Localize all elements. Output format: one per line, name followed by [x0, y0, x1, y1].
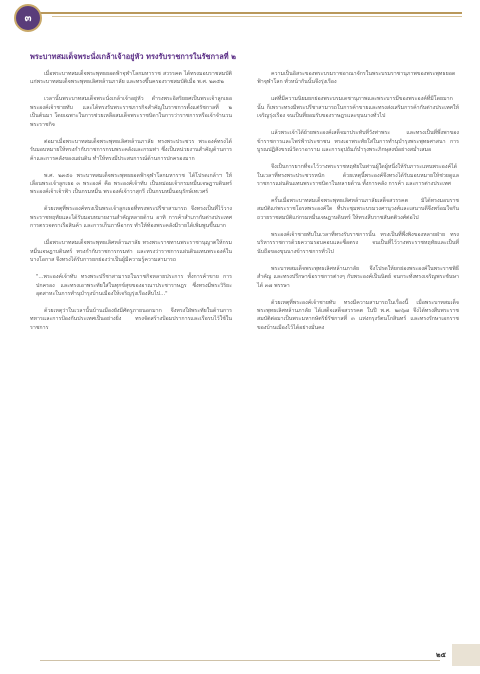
top-decorative-rule	[22, 12, 462, 14]
paragraph: แล้วพระเจ้าได้ย้ายพระองค์เสด็จมาประทับที่วังท่าพระ และทรงเป็นที่พึ่งพาของข้าราชการและไพร่ฟ้าประชาชน ทรงเอาพระทัยใส่ในการทำนุบำรุงพระพุทธศาสนา การบูรณปฏิสังขรณ์วัดวาอาราม และการอุปถัมภ์บำรุงพระภิกษุสงฆ์อย่างสม่ำเสมอ	[257, 130, 459, 154]
chapter-number-badge	[14, 4, 42, 32]
paragraph: ครั้นเมื่อพระบาทสมเด็จพระพุทธเลิศหล้านภาลัยเสด็จสวรรคต มิได้ทรงมอบราชสมบัติแก่พระราชโอรสพระองค์ใด ที่ประชุมพระบรมวงศานุวงศ์และเสนาบดีจึงพร้อมใจกันถวายราชสมบัติแก่กรมหมื่นเจษฎาบดินทร์ ให้ทรงสืบราชสันตติวงศ์ต่อไป	[257, 197, 459, 221]
bottom-decorative-rule	[40, 660, 440, 661]
right-text-column	[257, 70, 459, 341]
paragraph: พระบาทสมเด็จพระพุทธเลิศหล้านภาลัย จึงโปรดให้ยกย่องพระองค์ในพระราชพิธีสำคัญ และทรงปรึกษาข้อราชการต่างๆ กับพระองค์เป็นนิตย์ จนกระทั่งทรงเจริญพระชันษาได้ ๓๗ พรรษา	[257, 265, 459, 289]
quoted-paragraph: "...พระองค์เจ้าทับ ทรงพระปรีชาสามารถในราชกิจหลายประการ ทั้งการค้าขาย การปกครอง และทรงเอาพระทัยใส่ในทุกข์สุขของอาณาประชาราษฎร ซึ่งทรงมีพระวิริยะอุตสาหะในการทำนุบำรุงบ้านเมืองให้เจริญรุ่งเรืองสืบไป..."	[36, 274, 232, 298]
chapter-number: ๓	[24, 12, 32, 24]
paragraph: เวลานั้นพระบาทสมเด็จพระนั่งเกล้าเจ้าอยู่หัว ดำรงพระอิสริยยศเป็นพระเจ้าลูกเธอ พระองค์เจ้าชายทับ และได้ทรงรับพระราชภารกิจสำคัญในราชการตั้งแต่รัชกาลที่ ๒ เป็นต้นมา โดยเฉพาะในการช่วยเหลือสมเด็จพระราชบิดาในการว่าราชการหรือเจ้าจำนวนพระราชกิจ	[30, 96, 232, 128]
paragraph: เมื่อพระบาทสมเด็จพระพุทธยอดฟ้าจุฬาโลกมหาราช สวรรคต ได้ทรงมอบราชสมบัติแก่พระบาทสมเด็จพระพุทธเลิศหล้านภาลัย และทรงขึ้นครองราชสมบัติเมื่อ พ.ศ. ๒๓๕๒	[30, 71, 232, 86]
paragraph: พระองค์เจ้าชายทับในเวลาที่ทรงรับราชการนั้น ทรงเป็นที่พึ่งพิงของหลายฝ่าย ทรงบริหารราชการด้วยความรอบคอบและซื่อตรง จนเป็นที่ไว้วางพระราชหฤทัยและเป็นที่นับถือของขุนนางข้าราชการทั่วไป	[257, 231, 459, 255]
page-number: ๒๕	[436, 651, 446, 659]
paragraph: ความเป็นอิสระของพระบรมราชอาณาจักรในพระบรมราชานุภาพของพระพุทธยอดฟ้าจุฬาโลก ทั่วหน้ากันนั้นจึงรุ่งเรือง	[257, 71, 456, 86]
left-text-column	[30, 70, 232, 341]
paragraph: ต่อมาเมื่อพระบาทสมเด็จพระพุทธเลิศหล้านภาลัย ทรงพระประชวร พระองค์ทรงได้รับมอบหมายให้ทรงกำกับราชการกรมพระคลังและกรมท่า ซึ่งเป็นหน่วยงานสำคัญด้านการค้าและการคลังของแผ่นดิน ทำให้ทรงมีประสบการณ์ด้านการปกครองมาก	[30, 138, 232, 162]
paragraph: ด้วยเหตุที่พระองค์เจ้าชายทับ ทรงมีความสามารถในเรื่องนี้ เมื่อพระบาทสมเด็จพระพุทธเลิศหล้านภาลัย ได้เสด็จเสด็จสวรรคต ในปี พ.ศ. ๒๓๖๗ จึงได้ทรงสืบพระราชสมบัติต่อมาเป็นพระมหากษัตริย์รัชกาลที่ ๓ แห่งกรุงรัตนโกสินทร์ และทรงรักษาเอกราชของบ้านเมืองไว้ได้อย่างมั่นคง	[257, 299, 459, 331]
paragraph: แต่ที่มีความนิยมยกย่องพระบรมเดชานุภาพและพระบารมีของพระองค์ที่มีโดยมากนั้น ก็เพราะทรงมีพระปรีชาสามารถในการค้าขายและทรงส่งเสริมการค้ากับต่างประเทศให้เจริญรุ่งเรือง จนเป็นที่ยอมรับของราษฎรและขุนนางทั่วไป	[257, 96, 459, 120]
paragraph: ด้วยเหตุว่าในเวลานั้นบ้านเมืองยังมีศัตรูภายนอกมาก จึงทรงใฝ่พระทัยในด้านการทหารและการป้องกันประเทศเป็นอย่างยิ่ง ทรงจัดสร้างป้อมปราการและเรือรบไว้ใช้ในราชการ	[30, 308, 232, 331]
section-heading: พระบาทสมเด็จพระนั่งเกล้าเจ้าอยู่หัว ทรงรับราชการในรัชกาลที่ ๒	[30, 52, 237, 61]
paragraph: จึงเป็นการยากที่จะไว้วางพระราชหฤทัยในท่านผู้ใดผู้หนึ่งให้รับภาระแทนพระองค์ได้ ในเวลาที่ทรงพระประชวรหนัก ด้วยเหตุนี้พระองค์จึงทรงได้รับมอบหมายให้ช่วยดูแลราชการแผ่นดินแทนพระราชบิดาในหลายด้าน ทั้งการคลัง การค้า และการต่างประเทศ	[257, 164, 459, 188]
page-corner-tab	[452, 644, 480, 666]
paragraph: พ.ศ. ๒๓๕๐ พระบาทสมเด็จพระพุทธยอดฟ้าจุฬาโลกมหาราช ได้โปรดเกล้าฯ ให้เลื่อนพระเจ้าลูกเธอ ๓ พระองค์ คือ พระองค์เจ้าทับ เป็นหม่อมเจ้ากรมหมื่นเจษฎาบดินทร์ พระองค์เจ้าเจ้าฟ้า เป็นกรมหมื่น พระองค์เจ้าวาสุกรี เป็นกรมหมื่นอนุรักษ์เทเวศร์	[30, 172, 232, 196]
paragraph: ด้วยเหตุที่พระองค์ทรงเป็นพระเจ้าลูกเธอที่ทรงพระปรีชาสามารถ จึงทรงเป็นที่ไว้วางพระราชหฤทัยและได้รับมอบหมายงานสำคัญหลายด้าน อาทิ การค้าสำเภากับต่างประเทศ การตรวจตราเรือสินค้า และการเก็บภาษีอากร ทำให้ท้องพระคลังมีรายได้เพิ่มพูนขึ้นมาก	[30, 206, 232, 230]
top-decorative-rule-thin	[52, 16, 462, 17]
paragraph: เมื่อพระบาทสมเด็จพระพุทธเลิศหล้านภาลัย ทรงพระราชทานพระราชานุญาตให้กรมหมื่นเจษฎาบดินทร์ ทรงกำกับราชการกรมท่า และทรงว่าราชการแผ่นดินแทนพระองค์ในบางโอกาส จึงทรงได้รับการยกย่องว่าเป็นผู้มีความรู้ความสามารถ	[30, 240, 232, 264]
